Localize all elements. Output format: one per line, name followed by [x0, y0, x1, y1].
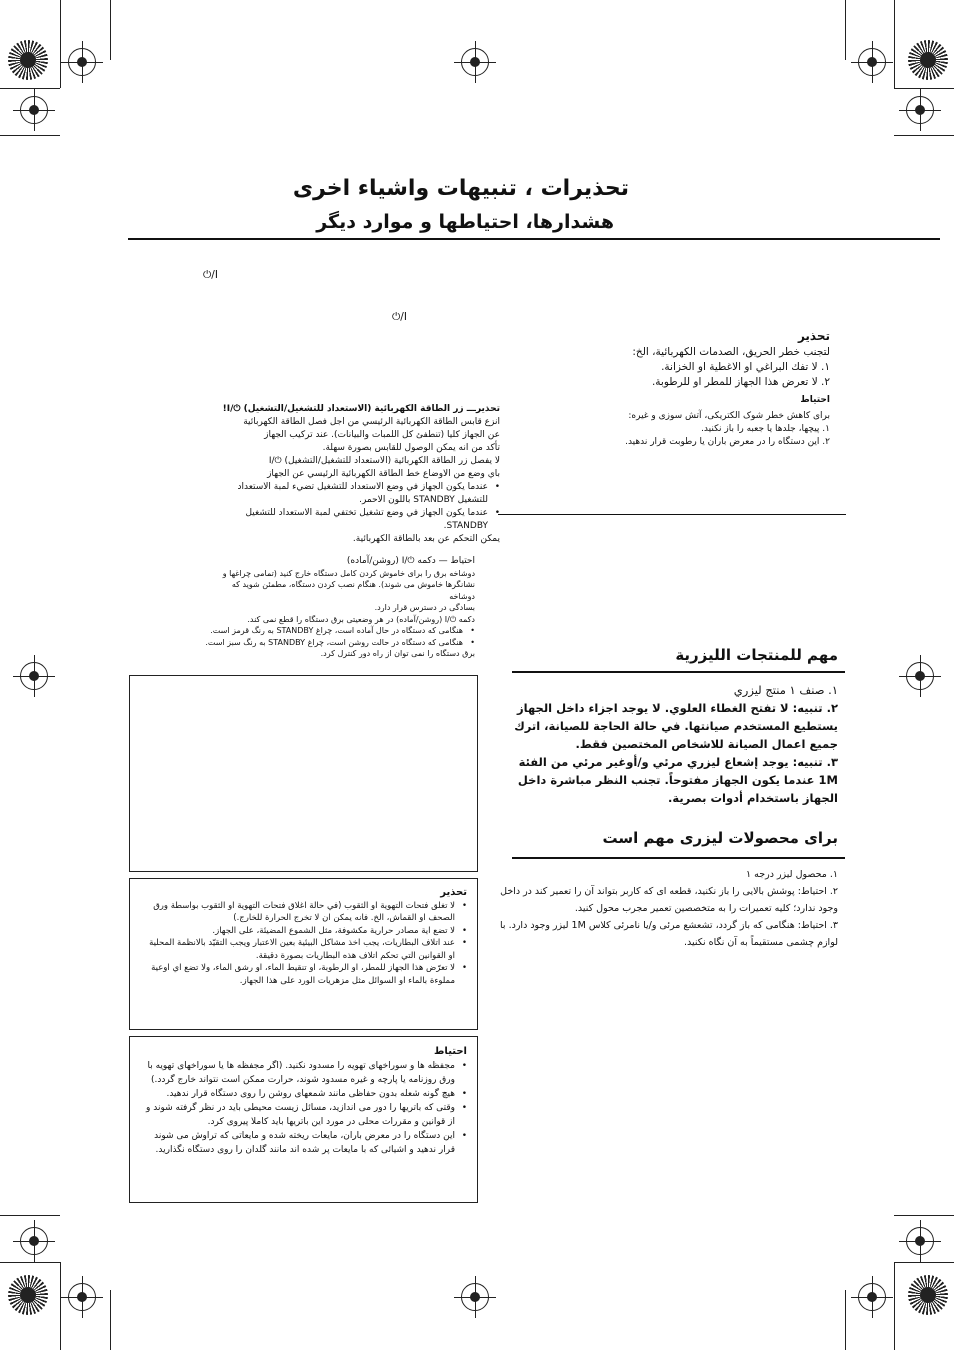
blank-panel	[129, 675, 478, 872]
crosshair-icon	[68, 48, 96, 76]
caution-fa-bullet: • وقتى كه باتريها را دور مى اندازيد، مسائل زيست محيطى بايد در نظر گرفته شوند و از قوانين و مقررات محلى در مورد اين باتريها بايد كاملا پيروى كرد.	[140, 1101, 467, 1129]
caution-fa-box	[129, 1036, 478, 1203]
crosshair-icon	[20, 96, 48, 124]
laser-fa-item: ٣. احتياط: هنگامى كه باز گردد، تشعشع مرئى و/يا نامرئى كلاس 1M ليزر وجود دارد. با لوازم چشمى مستقيماً به آن نگاه نكنيد.	[500, 920, 838, 948]
registration-target-icon	[908, 40, 948, 80]
standby-fa-bullet: • هنگامى كه دستگاه در حال آماده است، چراغ STANDBY به رنگ قرمز است.	[205, 625, 475, 637]
page-title-persian: هشدارها، احتياطها و موارد ديگر	[316, 211, 614, 233]
crosshair-icon	[68, 1283, 96, 1311]
page-title-arabic: تحذيرات ، تنبيهات واشياء اخرى	[292, 176, 629, 201]
crosshair-icon	[906, 96, 934, 124]
crosshair-icon	[906, 1227, 934, 1255]
warning-ar-heading: تحذير	[797, 329, 830, 343]
laser-fa-list	[498, 866, 838, 951]
standby-fa-footer: برق دستگاه را نمى توان از راه دور كنترل كرد.	[320, 649, 475, 658]
standby-ar-section	[210, 403, 500, 546]
standby-ar-footer: يمكن التحكم عن بعد بالطاقة الكهربائية.	[352, 534, 500, 544]
caution-ar-bullet: • عند اتلاف البطاريات، يجب اخذ مشاكل البيئية بعين الاعتبار ويجب التقيّد بالانظمة المحلية او القوانين التي تحكم اتلاف هذه البطاريات بصورة دقيقة.	[140, 937, 467, 962]
laser-fa-item: ٢. احتياط: پوشش بالايى را باز نكنيد، قطعه اى كه كاربر بتواند آن را تعمير كند در داخل وجود ندارد؛ كليه تعميرات را به متخصصين تعمير مجرب محول كنيد.	[500, 886, 838, 914]
laser-fa-item: ١. محصول ليزر درجه ١	[746, 869, 838, 880]
registration-target-icon	[8, 40, 48, 80]
caution-ar-bullet: • لا تضع اية مصادر حرارية مكشوفة، مثل الشموع المضيئة، على الجهاز.	[140, 925, 467, 938]
laser-ar-heading: مهم للمنتجات الليزرية	[675, 646, 838, 664]
crosshair-icon	[858, 48, 886, 76]
standby-fa-heading: احتياط — دكمه ⏻/I (روشن/آماده)	[346, 556, 475, 566]
crosshair-icon	[20, 1227, 48, 1255]
warning-fa-heading: احتياط	[800, 395, 830, 405]
caution-ar-box	[129, 878, 478, 1030]
laser-fa-heading: براى محصولات ليزرى مهم است	[602, 829, 838, 847]
standby-ar-line: باي وضع من الاوضاع خط الطاقة الكهربائية الرئيسي عن الجهاز	[267, 469, 500, 479]
warning-ar-item: ١. لا تفك البراغي او الاغطية او الخزانة.	[661, 361, 830, 373]
standby-ar-bullet: • عندما يكون الجهاز في وضع الاستعداد للتشغيل تضيء لمبة الاستعداد للتشغيل STANDBY باللون الاحمر.	[210, 481, 500, 507]
standby-ar-line: انزع قابس الطاقة الكهربائية الرئيسي من اجل فصل الطاقة الكهربائية	[243, 417, 500, 427]
standby-fa-bullet: • هنگامى كه دستگاه در حالت روشن است، چراغ STANDBY به رنگ سبز است.	[205, 637, 475, 649]
standby-fa-line: دكمه ⏻/I (روشن/آماده) در هر وضعيتى برق دستگاه را قطع نمى كند.	[247, 614, 475, 624]
laser-ar-item: ١. صنف ١ منتج ليزري	[733, 683, 838, 697]
crosshair-icon	[858, 1283, 886, 1311]
caution-fa-bullet: • اين دستگاه را در معرض باران، مايعات ريخته شده و مايعاتى كه تراوش مى شوند قرار ندهيد و اشيائى كه با مايعات پر شده اند مانند گلدان را روى دستگاه نگذاريد.	[140, 1129, 467, 1157]
standby-fa-line: دوشاخه برق را براى خاموش كردن كامل دستگاه خارج كنيد (تمامى چراغها و	[222, 568, 475, 578]
standby-ar-line: تحذيرـــ زر الطاقة الكهربائية (الاستعداد للتشغيل/التشغيل) ⏻/I!	[222, 404, 500, 414]
caution-ar-heading: تحذير	[440, 887, 467, 898]
warning-ar-intro: لتجنب خطر الحريق، الصدمات الكهربائية، الخ:	[632, 346, 830, 358]
standby-fa-line: بسادگى در دسترس قرار دارد.	[374, 603, 475, 612]
warning-fa-section	[510, 394, 830, 449]
power-symbol: ⏻/I	[203, 269, 218, 281]
laser-ar-list	[508, 681, 838, 807]
power-symbol: ⏻/I	[392, 311, 407, 323]
standby-ar-line: لا يفصل زر الطاقة الكهربائية (الاستعداد للتشغيل/التشغيل) ⏻/I	[268, 456, 500, 466]
standby-ar-bullet: • عندما يكون الجهاز في وضع تشغيل تختفي لمبة الاستعداد للتشغيل STANDBY.	[210, 507, 500, 533]
crosshair-icon	[906, 662, 934, 690]
caution-ar-bullet: • لا تغلق فتحات التهوية او الثقوب (في حالة اغلاق فتحات التهوية او الثقوب بواسطة ورق الصحف او القماش، الخ. فانه يمكن ان لا تخرج الحرارة للخارج.)	[140, 900, 467, 925]
caution-ar-bullet: • لا تعرّض هذا الجهاز للمطر، او الرطوبة، او تنقيط الماء، او رشق الماء، ولا تضع اي اوعية مملوءة بالماء او السوائل مثل مزهريات الورد على هذا الجهاز.	[140, 962, 467, 987]
registration-target-icon	[8, 1275, 48, 1315]
warning-ar-item: ٢. لا تعرض هذا الجهاز للمطر او للرطوبة.	[651, 376, 830, 388]
divider	[498, 514, 846, 515]
crosshair-icon	[20, 662, 48, 690]
crosshair-icon	[461, 1283, 489, 1311]
registration-target-icon	[908, 1275, 948, 1315]
laser-fa-rule	[512, 857, 845, 859]
caution-fa-bullet: • مجفظه ها و سوراخهاى تهويه را مسدود نكنيد. (اگر مجفظه ها يا سوراخهاى تهويه با ورق روزنامه يا پارچه و غيره مسدود شوند، حرارت ممكن است نتواند خارج گردد.)	[140, 1059, 467, 1087]
standby-fa-line: نشانگرها خاموش مى شوند). هنگام نصب كردن دستگاه، مطمئن شويد كه دوشاخه	[231, 580, 475, 601]
laser-ar-rule	[512, 671, 845, 673]
warning-fa-item: ١. پيچها، جلدها يا جعبه را باز نكنيد.	[701, 424, 830, 434]
warning-fa-intro: براى كاهش خطر شوک الكتريكى، آتش سوزى و غيره:	[628, 411, 830, 421]
warning-fa-item: ٢. اين دستگاه را در معرض باران يا رطوبت قرار ندهيد.	[625, 437, 830, 447]
warning-ar-section	[510, 328, 830, 390]
standby-fa-section	[205, 556, 475, 660]
standby-ar-line: عن الجهاز كليا (تنطفئ كل اللمبات والبيانات). عند تركيب الجهاز	[264, 430, 500, 440]
header-rule	[128, 238, 940, 240]
caution-fa-heading: احتياط	[434, 1046, 467, 1057]
crosshair-icon	[461, 48, 489, 76]
laser-ar-item: ٢. تنبيه: لا تفتح الغطاء العلوي. لا يوجد اجزاء داخل الجهاز يستطيع المستخدم صيانتها. في حالة الحاجة للصيانة، اترك جميع اعمال الصيانة للاشخاص المختصين فقط.	[514, 701, 838, 751]
caution-fa-bullet: • هيچ گونه شعله بدون حفاظى مانند شمعهاى روشن را روى دستگاه قرار ندهيد.	[140, 1087, 467, 1101]
standby-ar-line: تأكد من انه يمكن الوصول للقابس بصورة سهلة.	[322, 443, 500, 453]
laser-ar-item: ٣. تنبيه: يوجد إشعاع ليزري مرئي و/أوغير مرئي من الفئة 1M عندما يكون الجهاز مفتوحاً. تجنب النظر مباشرة داخل الجهاز باستخدام أدوات بصرية.	[517, 755, 838, 805]
